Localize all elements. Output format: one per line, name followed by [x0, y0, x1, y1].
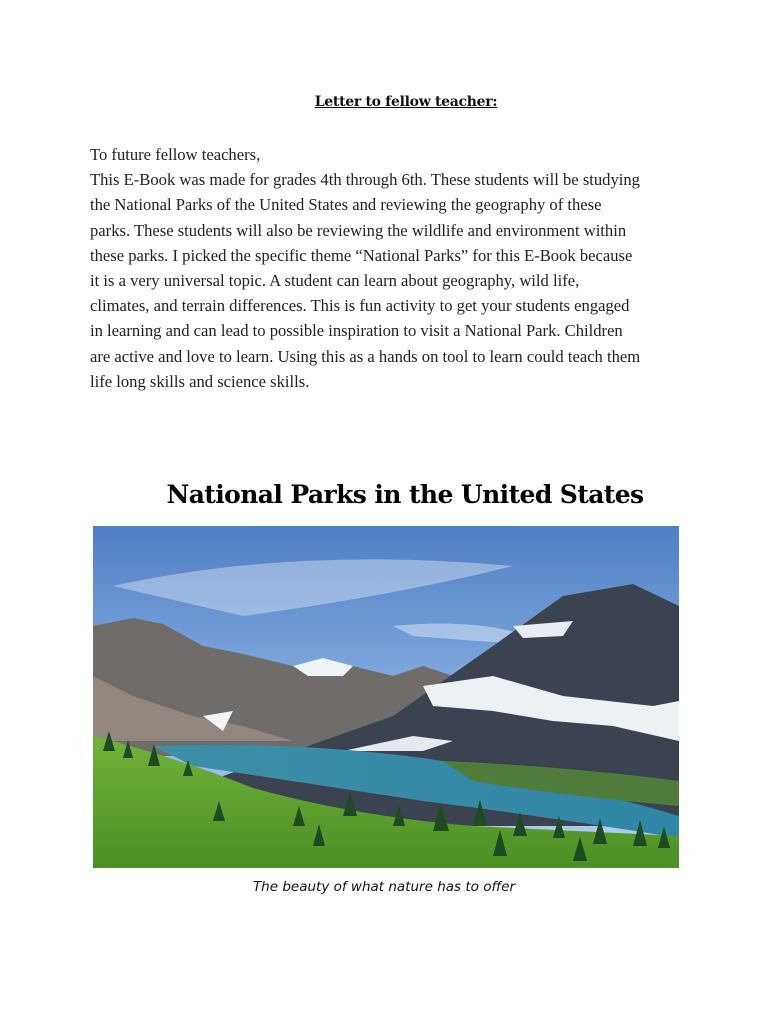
letter-line: climates, and terrain differences. This is fun activity to get your students engaged	[90, 296, 630, 316]
letter-line: the National Parks of the United States and reviewing the geography of these	[90, 195, 602, 215]
letter-line: these parks. I picked the specific theme “National Parks” for this E-Book because	[90, 245, 633, 265]
photo-caption: The beauty of what nature has to offer	[252, 879, 516, 895]
letter-line: This E-Book was made for grades 4th through 6th. These students will be studying	[90, 170, 640, 190]
section-title: National Parks in the United States	[166, 480, 644, 509]
letter-line: To future fellow teachers,	[90, 145, 261, 164]
letter-line: life long skills and science skills.	[90, 371, 310, 391]
letter-line: in learning and can lead to possible inspiration to visit a National Park. Children	[90, 321, 623, 341]
letter-line: it is a very universal topic. A student can learn about geography, wild life,	[90, 270, 580, 290]
landscape-photo	[93, 526, 679, 868]
letter-line: are active and love to learn. Using this as a hands on tool to learn could teach them	[90, 346, 641, 366]
letter-title: Letter to fellow teacher:	[314, 94, 498, 110]
letter-line: parks. These students will also be reviewing the wildlife and environment within	[90, 220, 627, 240]
letter-body	[90, 144, 690, 396]
